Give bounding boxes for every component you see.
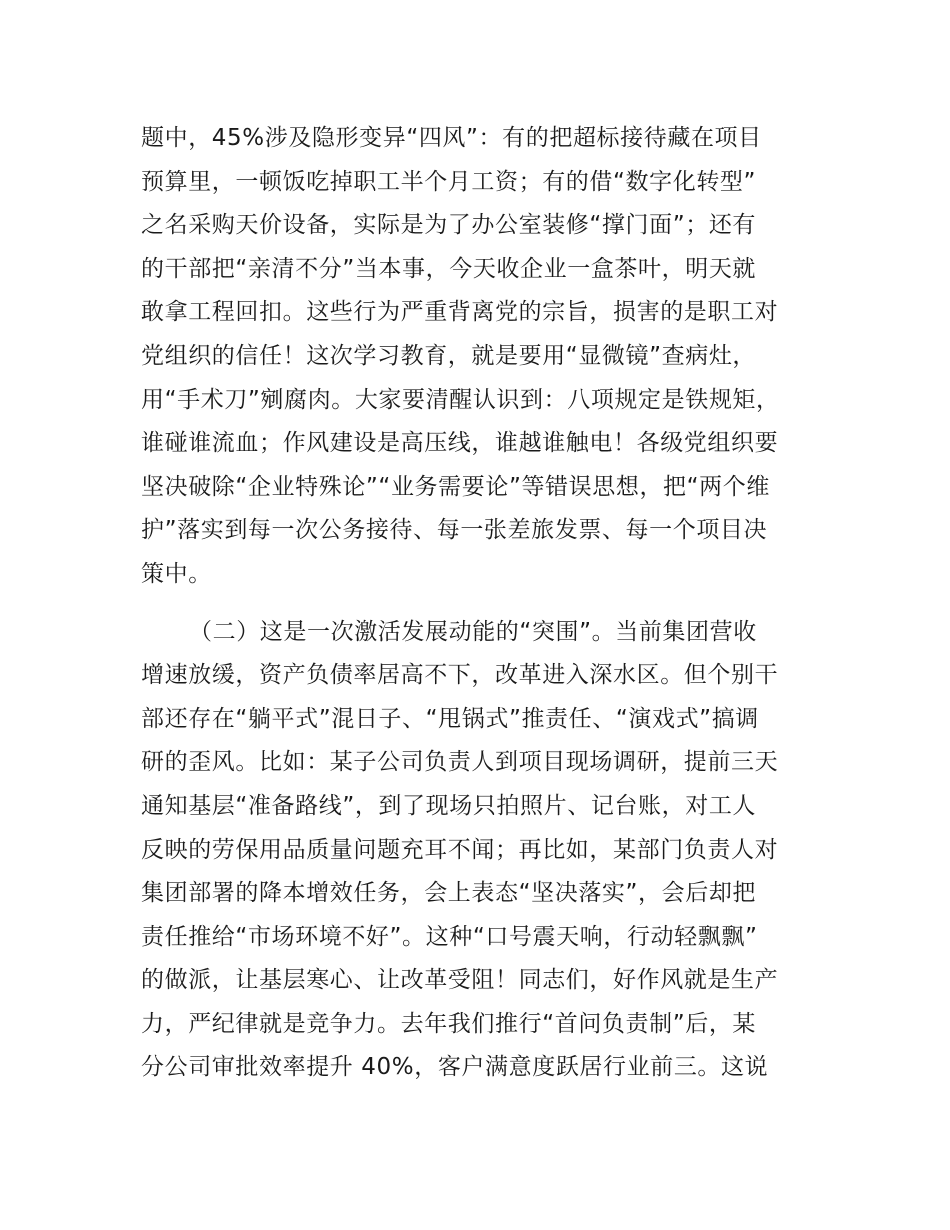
text-line: 坚决破除“企业特殊论”“业务需要论”等错误思想，把“两个维 xyxy=(141,473,770,500)
text-line: 策中。 xyxy=(141,560,212,587)
text-line: 的做派，让基层寒心、让改革受阻！同志们，好作风就是生产 xyxy=(141,967,779,994)
text-line: 责任推给“市场环境不好”。这种“口号震天响，行动轻飘飘” xyxy=(141,923,758,950)
text-line: 护”落实到每一次公务接待、每一张差旅发票、每一个项目决 xyxy=(141,517,768,544)
text-line: 预算里，一顿饭吃掉职工半个月工资；有的借“数字化转型” xyxy=(141,168,757,195)
text-line: 之名采购天价设备，实际是为了办公室装修“撑门面”；还有 xyxy=(141,212,757,239)
text-line: 谁碰谁流血；作风建设是高压线，谁越谁触电！各级党组织要 xyxy=(141,430,779,457)
text-line: 题中，45%涉及隐形变异“四风”：有的把超标接待藏在项目 xyxy=(141,125,762,151)
text-line: 集团部署的降本增效任务，会上表态“坚决落实”，会后却把 xyxy=(141,880,757,907)
text-line: 分公司审批效率提升 40%，客户满意度跃居行业前三。这说 xyxy=(141,1054,769,1081)
text-line: 部还存在“躺平式”混日子、“甩锅式”推责任、“演戏式”搞调 xyxy=(141,705,759,732)
document-body xyxy=(141,117,831,1090)
text-line: 通知基层“准备路线”，到了现场只拍照片、记台账，对工人 xyxy=(141,792,757,819)
text-line: 用“手术刀”剜腐肉。大家要清醒认识到：八项规定是铁规矩， xyxy=(141,386,780,413)
paragraph-1 xyxy=(141,117,831,597)
text-line-first-indented: （二）这是一次激活发展动能的“突围”。当前集团营收 xyxy=(189,618,757,645)
text-line: 研的歪风。比如：某子公司负责人到项目现场调研，提前三天 xyxy=(141,749,779,776)
text-line: 增速放缓，资产负债率居高不下，改革进入深水区。但个别干 xyxy=(141,662,779,689)
text-line: 反映的劳保用品质量问题充耳不闻；再比如，某部门负责人对 xyxy=(141,836,779,863)
text-line: 力，严纪律就是竞争力。去年我们推行“首问负责制”后，某 xyxy=(141,1010,757,1037)
paragraph-2 xyxy=(141,611,831,1091)
text-line: 的干部把“亲清不分”当本事，今天收企业一盒茶叶，明天就 xyxy=(141,255,757,282)
text-line: 党组织的信任！这次学习教育，就是要用“显微镜”查病灶， xyxy=(141,342,757,369)
text-line: 敢拿工程回扣。这些行为严重背离党的宗旨，损害的是职工对 xyxy=(141,299,779,326)
